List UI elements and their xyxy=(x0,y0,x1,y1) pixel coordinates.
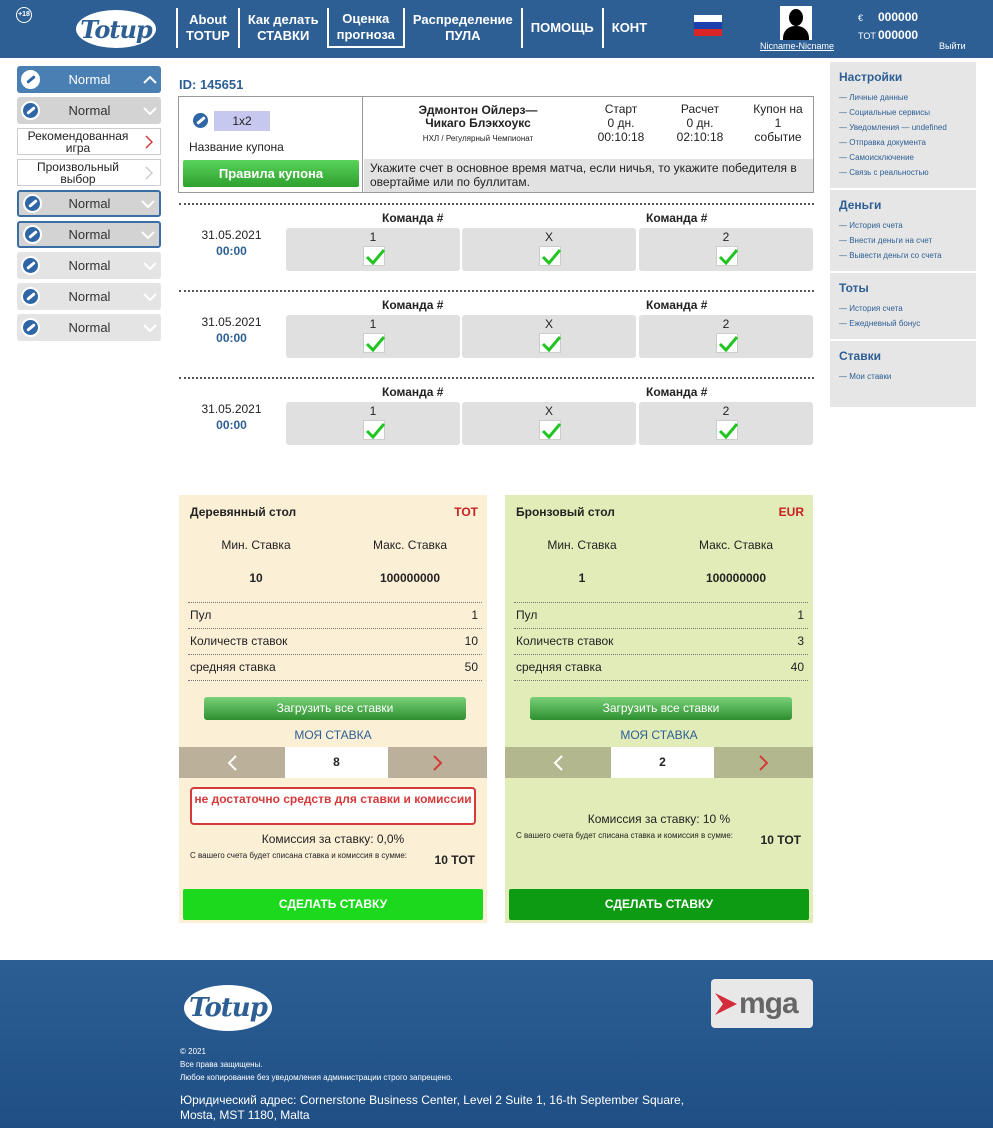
deduction-note: С вашего счета будет списана ставка и комиссия в сумме: xyxy=(516,831,734,840)
nav-help-label: ПОМОЩЬ xyxy=(530,20,594,35)
bet-stepper xyxy=(505,747,813,778)
footer-year: © 2021 xyxy=(180,1047,206,1056)
checkmark-icon[interactable] xyxy=(539,420,561,440)
nav-how-to-bet[interactable] xyxy=(238,8,327,48)
avg-label: средняя ставка xyxy=(516,660,602,674)
logo-text: Totup xyxy=(80,14,152,44)
chevron-right-icon xyxy=(759,755,769,771)
main-nav xyxy=(176,8,647,56)
left-item-normal[interactable] xyxy=(17,221,161,248)
left-sub-custom[interactable] xyxy=(17,159,161,186)
left-item-normal[interactable] xyxy=(17,97,161,124)
balance-tot xyxy=(858,28,918,42)
balance-eur xyxy=(858,10,918,24)
calc-label: Расчет xyxy=(680,102,720,116)
coupon-type-badge: 1x2 xyxy=(214,111,270,131)
match-league: НХЛ / Регулярный Чемпионат xyxy=(422,134,534,143)
outcome-label: 1 xyxy=(369,230,377,244)
tot-currency: TOT xyxy=(858,31,876,41)
outcome-label: 1 xyxy=(369,317,377,331)
russian-flag-icon[interactable] xyxy=(694,15,722,36)
flag-stripe-white xyxy=(694,15,722,22)
puck-icon xyxy=(21,70,40,89)
nav-about-line1: About xyxy=(189,12,227,27)
age-restriction-badge: +18 xyxy=(16,7,32,23)
menu-link[interactable]: — Отправка документа xyxy=(839,138,926,147)
match-team-1: Эдмонтон Ойлерз— xyxy=(418,103,538,117)
coupon-on-label: Купон на xyxy=(753,102,803,116)
decrement-button[interactable] xyxy=(179,747,285,778)
team-2-label: Команда # xyxy=(646,298,708,312)
section-title: Ставки xyxy=(839,349,881,363)
menu-link[interactable]: — Уведомления — undefined xyxy=(839,123,947,132)
left-item-label: Normal xyxy=(68,320,111,335)
nav-contacts[interactable] xyxy=(602,8,647,48)
outcome-label: 1 xyxy=(369,404,377,418)
left-item-label: Normal xyxy=(68,196,111,211)
avg-value: 40 xyxy=(790,660,804,674)
coupon-rules-button[interactable]: Правила купона xyxy=(183,160,359,187)
section-title: Настройки xyxy=(839,70,903,84)
nav-pool-line1: Распределение xyxy=(412,12,513,27)
left-item-label: Normal xyxy=(68,258,111,273)
nav-about[interactable] xyxy=(176,8,238,48)
chevron-left-icon xyxy=(227,755,237,771)
checkmark-icon[interactable] xyxy=(363,420,385,440)
mga-logo[interactable] xyxy=(711,979,813,1028)
avg-bet-row xyxy=(514,654,808,680)
deduction-note: С вашего счета будет списана ставка и комиссия в сумме: xyxy=(190,851,408,860)
left-item-normal[interactable] xyxy=(17,283,161,310)
flag-stripe-red xyxy=(694,29,722,36)
footer xyxy=(0,960,993,1128)
table-currency: TOT xyxy=(454,505,478,519)
menu-link[interactable]: — История счета xyxy=(839,221,903,230)
chevron-down-icon xyxy=(137,200,159,208)
outcome-option-2[interactable] xyxy=(639,402,813,445)
calc-countdown xyxy=(669,102,731,144)
tot-amount: 000000 xyxy=(878,28,919,42)
table-title: Бронзовый стол xyxy=(516,505,615,519)
left-sub-label: Рекомендованная игра xyxy=(27,128,129,155)
avg-bet-row xyxy=(188,654,482,680)
footer-logo-text: Totup xyxy=(189,993,267,1023)
divider xyxy=(514,680,808,681)
left-menu xyxy=(17,66,161,345)
pool-label: Пул xyxy=(516,608,538,622)
coupon-events-count xyxy=(745,102,811,144)
my-bet-label: МОЯ СТАВКА xyxy=(620,728,698,742)
commission-text: Комиссия за ставку: 0,0% xyxy=(261,832,405,846)
my-bet-label: МОЯ СТАВКА xyxy=(294,728,372,742)
start-time: 00:10:18 xyxy=(597,130,645,144)
event-divider xyxy=(179,290,814,292)
pool-row xyxy=(188,602,482,628)
chevron-right-icon xyxy=(433,755,443,771)
logout-link[interactable]: Выйти xyxy=(939,41,966,51)
outcome-label: 2 xyxy=(722,404,730,418)
outcome-option-1[interactable] xyxy=(462,402,636,445)
footer-rights: Все права защищены. xyxy=(180,1060,263,1069)
team-1-label: Команда # xyxy=(382,298,444,312)
bets-count-row xyxy=(514,628,808,654)
place-bet-button[interactable]: СДЕЛАТЬ СТАВКУ xyxy=(183,889,483,920)
chevron-down-icon xyxy=(137,231,159,239)
section-title: Деньги xyxy=(839,198,882,212)
chevron-up-icon xyxy=(139,76,161,84)
max-bet-value: 100000000 xyxy=(705,571,767,585)
chevron-left-icon xyxy=(553,755,563,771)
event-date: 31.05.2021 xyxy=(201,315,262,329)
outcome-label: X xyxy=(544,317,553,331)
nav-how-line1: Как делать xyxy=(247,12,319,27)
puck-icon xyxy=(21,287,40,306)
pool-label: Пул xyxy=(190,608,212,622)
left-item-label: Normal xyxy=(68,72,111,87)
load-all-bets-button[interactable]: Загрузить все ставки xyxy=(530,697,792,720)
min-bet-label: Мин. Ставка xyxy=(547,538,617,552)
menu-link[interactable]: — Связь с реальностью xyxy=(839,168,929,177)
bets-count-row xyxy=(188,628,482,654)
calc-days: 0 дн. xyxy=(686,116,714,130)
chevron-down-icon xyxy=(139,324,161,332)
avg-value: 50 xyxy=(464,660,478,674)
outcome-label: 2 xyxy=(722,317,730,331)
pool-row xyxy=(514,602,808,628)
menu-link[interactable]: — Личные данные xyxy=(839,93,909,102)
coupon-box xyxy=(178,96,814,193)
outcome-label: 2 xyxy=(722,230,730,244)
footer-logo[interactable] xyxy=(184,985,272,1031)
count-value: 3 xyxy=(797,634,804,648)
insufficient-funds-error: не достаточно средств для ставки и комиссии xyxy=(190,787,476,825)
puck-icon xyxy=(23,225,42,244)
nav-pool[interactable] xyxy=(403,8,521,48)
header xyxy=(0,0,993,58)
outcome-option-0[interactable] xyxy=(286,402,460,445)
avatar-body xyxy=(783,26,809,40)
divider xyxy=(188,680,482,681)
eur-amount: 000000 xyxy=(878,10,919,24)
left-item-normal[interactable] xyxy=(17,252,161,279)
bet-amount-input[interactable]: 8 xyxy=(285,747,388,778)
menu-link[interactable]: — Мои ставки xyxy=(839,372,892,381)
mga-text: mga xyxy=(739,986,798,1020)
chevron-down-icon xyxy=(139,262,161,270)
chevron-down-icon xyxy=(139,107,161,115)
coupon-name: Название купона xyxy=(189,140,284,154)
event-time: 00:00 xyxy=(216,244,247,258)
decrement-button[interactable] xyxy=(505,747,611,778)
nav-contacts-label: КОНТ xyxy=(611,20,648,35)
left-sub-recommended[interactable] xyxy=(17,128,161,155)
nav-forecast-line2: прогноза xyxy=(336,27,395,42)
nav-how-line2: СТАВКИ xyxy=(257,28,310,43)
mga-arrow-icon xyxy=(715,991,737,1017)
bet-amount-input[interactable]: 2 xyxy=(611,747,714,778)
coupon-info xyxy=(179,97,363,192)
place-bet-button[interactable]: СДЕЛАТЬ СТАВКУ xyxy=(509,889,809,920)
nav-forecast-line1: Оценка xyxy=(342,11,390,26)
wood-table-panel xyxy=(179,495,487,923)
max-bet-label: Макс. Ставка xyxy=(698,538,774,552)
puck-icon xyxy=(191,111,210,130)
left-item-label: Normal xyxy=(68,227,111,242)
min-bet-label: Мин. Ставка xyxy=(221,538,291,552)
puck-icon xyxy=(21,101,40,120)
outcome-option-0[interactable] xyxy=(286,228,460,271)
chevron-right-icon xyxy=(138,135,160,149)
coupon-id: ID: 145651 xyxy=(179,77,244,92)
count-value: 10 xyxy=(464,634,478,648)
menu-link[interactable]: — Социальные сервисы xyxy=(839,108,930,117)
min-bet-value: 10 xyxy=(249,571,263,585)
pool-value: 1 xyxy=(797,608,804,622)
footer-copy-notice: Любое копирование без уведомления администрации строго запрещено. xyxy=(180,1073,453,1082)
outcome-option-0[interactable] xyxy=(286,315,460,358)
calc-time: 02:10:18 xyxy=(676,130,724,144)
menu-link[interactable]: — Ежедневный бонус xyxy=(839,319,921,328)
table-currency: EUR xyxy=(778,505,804,519)
checkmark-icon[interactable] xyxy=(716,333,738,353)
nav-help[interactable] xyxy=(521,8,602,48)
avatar-head xyxy=(789,9,803,26)
checkmark-icon[interactable] xyxy=(539,246,561,266)
max-bet-label: Макс. Ставка xyxy=(372,538,448,552)
outcome-option-1[interactable] xyxy=(462,315,636,358)
match-title xyxy=(393,104,563,130)
load-all-bets-button[interactable]: Загрузить все ставки xyxy=(204,697,466,720)
increment-button[interactable] xyxy=(714,747,813,778)
footer-address: Юридический адрес: Cornerstone Business Center, Level 2 Suite 1, 16-th September Square, Mosta, MST 1180, Malta xyxy=(180,1093,685,1122)
coupon-on-count: 1 xyxy=(774,116,782,130)
count-label: Количеств ставок xyxy=(516,634,614,648)
puck-icon xyxy=(23,194,42,213)
event-date: 31.05.2021 xyxy=(201,402,262,416)
team-2-label: Команда # xyxy=(646,211,708,225)
checkmark-icon[interactable] xyxy=(539,333,561,353)
nav-forecast[interactable] xyxy=(327,8,403,48)
left-item-label: Normal xyxy=(68,289,111,304)
max-bet-value: 100000000 xyxy=(379,571,441,585)
puck-icon xyxy=(21,256,40,275)
pool-value: 1 xyxy=(471,608,478,622)
nickname-link[interactable]: Nicname-Nicname xyxy=(760,41,835,51)
nav-about-line2: TOTUP xyxy=(186,28,230,43)
left-sub-label: Произвольный выбор xyxy=(36,159,120,186)
match-team-2: Чикаго Блэкхоукс xyxy=(425,116,531,130)
avatar[interactable] xyxy=(780,6,812,40)
coupon-on-unit: событие xyxy=(754,130,802,144)
chevron-right-icon xyxy=(138,166,160,180)
increment-button[interactable] xyxy=(388,747,487,778)
menu-link[interactable]: — Вывести деньги со счета xyxy=(839,251,942,260)
event-divider xyxy=(179,377,814,379)
section-title: Тоты xyxy=(839,281,869,295)
outcome-label: X xyxy=(544,404,553,418)
menu-link[interactable]: — История счета xyxy=(839,304,903,313)
right-menu xyxy=(830,62,976,409)
nav-pool-line2: ПУЛА xyxy=(445,28,481,43)
checkmark-icon[interactable] xyxy=(716,420,738,440)
chevron-down-icon xyxy=(139,293,161,301)
checkmark-icon[interactable] xyxy=(716,246,738,266)
puck-icon xyxy=(21,318,40,337)
deduction-total: 10 TOT xyxy=(760,833,801,847)
money-section xyxy=(830,190,976,271)
tots-section xyxy=(830,273,976,339)
menu-link[interactable]: — Самоисключение xyxy=(839,153,914,162)
team-2-label: Команда # xyxy=(646,385,708,399)
event-time: 00:00 xyxy=(216,418,247,432)
bets-section xyxy=(830,341,976,407)
min-bet-value: 1 xyxy=(578,571,586,585)
count-label: Количеств ставок xyxy=(190,634,288,648)
totup-logo[interactable] xyxy=(76,10,156,48)
outcome-option-1[interactable] xyxy=(462,228,636,271)
start-days: 0 дн. xyxy=(607,116,635,130)
start-countdown xyxy=(591,102,651,144)
bet-stepper xyxy=(179,747,487,778)
checkmark-icon[interactable] xyxy=(363,246,385,266)
left-item-normal-active[interactable] xyxy=(17,66,161,93)
event-divider xyxy=(179,203,814,205)
outcome-option-2[interactable] xyxy=(639,315,813,358)
event-time: 00:00 xyxy=(216,331,247,345)
flag-stripe-blue xyxy=(694,22,722,29)
checkmark-icon[interactable] xyxy=(363,333,385,353)
avg-label: средняя ставка xyxy=(190,660,276,674)
event-date: 31.05.2021 xyxy=(201,228,262,242)
menu-link[interactable]: — Внести деньги на счет xyxy=(839,236,933,245)
start-label: Старт xyxy=(604,102,638,116)
settings-section xyxy=(830,62,976,188)
eur-currency: € xyxy=(858,13,864,23)
left-item-normal[interactable] xyxy=(17,314,161,341)
coupon-note: Укажите счет в основное время матча, если ничья, то укажите победителя в овертайме или по буллитам. xyxy=(364,159,813,192)
team-1-label: Команда # xyxy=(382,211,444,225)
outcome-option-2[interactable] xyxy=(639,228,813,271)
team-1-label: Команда # xyxy=(382,385,444,399)
left-item-label: Normal xyxy=(68,103,111,118)
table-title: Деревянный стол xyxy=(190,505,297,519)
deduction-total: 10 TOT xyxy=(434,853,475,867)
commission-text: Комиссия за ставку: 10 % xyxy=(587,812,731,826)
left-item-normal[interactable] xyxy=(17,190,161,217)
bronze-table-panel xyxy=(505,495,813,923)
outcome-label: X xyxy=(544,230,553,244)
